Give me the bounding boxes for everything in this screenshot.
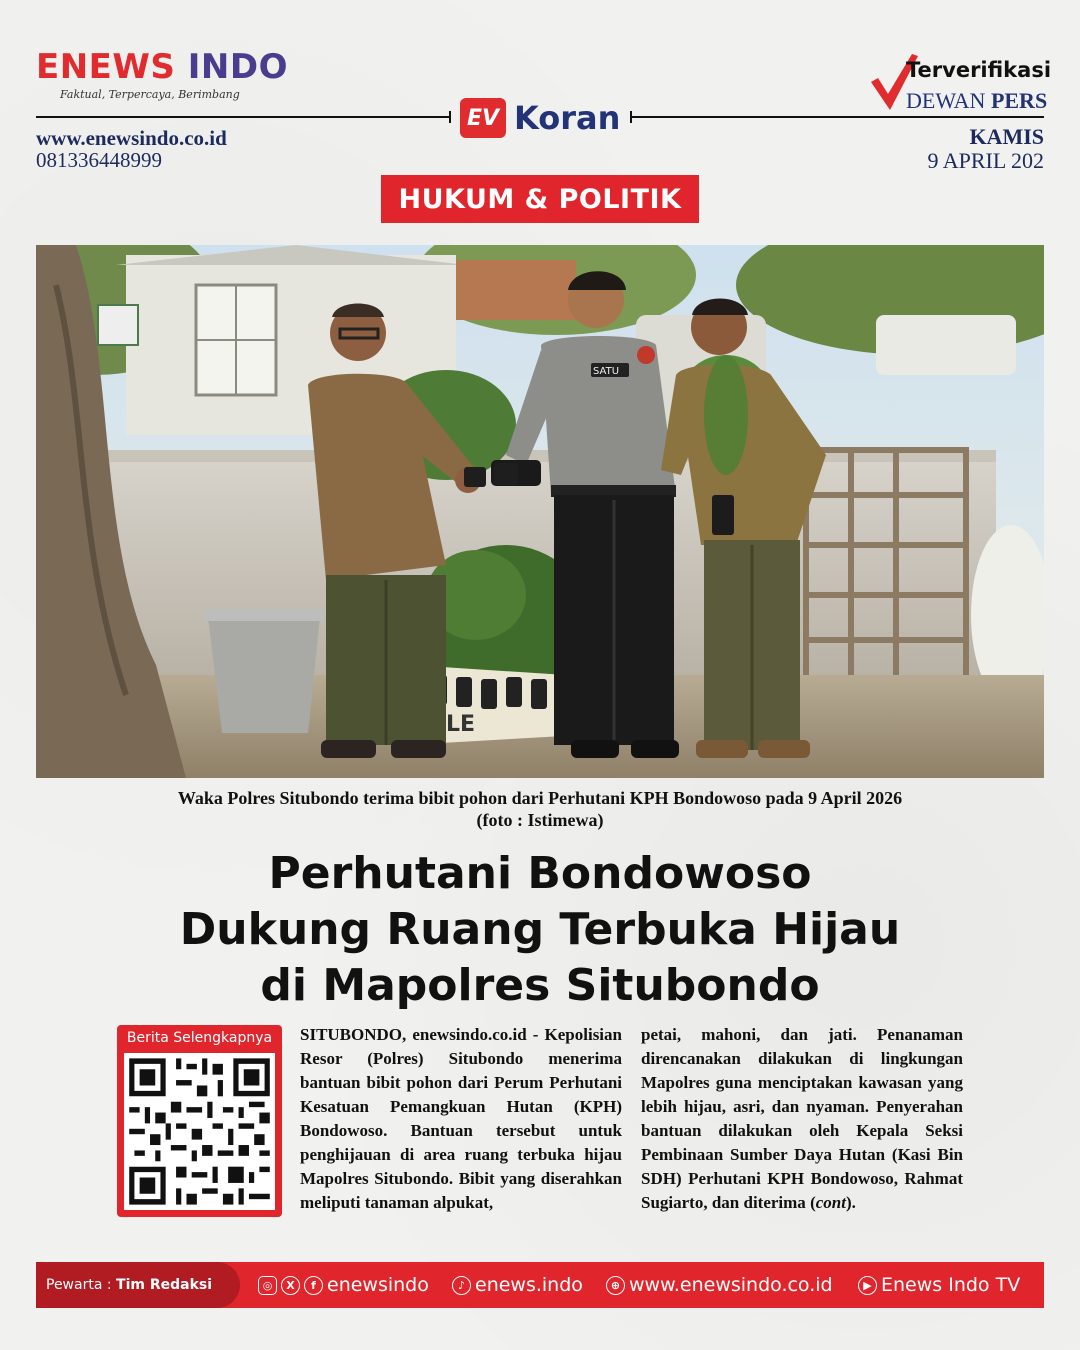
headline-line-3: di Mapolres Situbondo	[260, 960, 820, 1011]
article-headline	[60, 846, 1020, 1014]
header-rule-cap-left	[449, 111, 451, 123]
brand-word-enews: ENEWS	[36, 47, 176, 87]
pewarta-label: Pewarta :	[46, 1277, 112, 1293]
continued-close: ).	[845, 1193, 856, 1212]
youtube-icon[interactable]: ▶	[858, 1276, 877, 1295]
brand-tagline: Faktual, Terpercaya, Berimbang	[60, 88, 240, 101]
footer-pewarta	[46, 1262, 212, 1308]
name-tag-text: SATU	[593, 366, 620, 377]
footer-website-link[interactable]: www.enewsindo.co.id	[629, 1274, 833, 1296]
header-phone: 081336448999	[36, 148, 162, 172]
qr-code-icon	[124, 1053, 275, 1210]
photo-scene	[36, 245, 1044, 778]
qr-code[interactable]	[124, 1053, 275, 1210]
qr-label: Berita Selengkapnya	[126, 1030, 273, 1046]
youtube-channel[interactable]: Enews Indo TV	[881, 1274, 1021, 1296]
footer-youtube	[858, 1262, 1020, 1308]
brand-logo	[36, 47, 288, 87]
headline-line-2: Dukung Ruang Terbuka Hijau	[179, 904, 901, 955]
dewan-word: DEWAN	[906, 88, 986, 113]
edition-label: Koran	[514, 99, 621, 137]
ev-logo-icon: EV	[460, 98, 506, 138]
pewarta-name: Tim Redaksi	[116, 1277, 213, 1293]
issue-date: 9 APRIL 202	[927, 148, 1044, 173]
header-rule-left	[36, 116, 450, 118]
globe-icon[interactable]: ⊕	[606, 1276, 625, 1295]
issue-day: KAMIS	[969, 124, 1044, 149]
continued-marker: cont	[815, 1193, 846, 1212]
instagram-icon[interactable]: ◎	[258, 1276, 277, 1295]
article-column-1: SITUBONDO, enewsindo.co.id - Kepolisian Resor (Polres) Situbondo menerima bantuan bibit pohon dari Perum Perhutani Kesatuan Pemangkuan Hutan (KPH) Bondowoso. Bantuan tersebut untuk penghijauan di area ruang terbuka hijau Mapolres Situbondo. Bibit yang diserahkan meliputi tanaman alpukat,	[300, 1025, 622, 1212]
headline-line-1: Perhutani Bondowoso	[268, 848, 812, 899]
sack-text: LE	[446, 712, 476, 737]
article-column-2-text: petai, mahoni, dan jati. Penanaman direncanakan dilakukan di lingkungan Mapolres guna menciptakan kawasan yang lebih hijau, asri, dan nyaman. Penyerahan bantuan dilakukan oleh Kepala Seksi Pembinaan Sumber Daya Hutan (Kasi Bin SDH) Perhutani KPH Bondowoso, Rahmat Sugiarto, dan diterima	[641, 1025, 963, 1212]
edition-badge	[460, 96, 620, 140]
tiktok-handle[interactable]: enews.indo	[475, 1274, 583, 1296]
header-rule-right	[630, 116, 1044, 118]
social-handle[interactable]: enewsindo	[327, 1274, 429, 1296]
verified-label: Terverifikasi	[906, 58, 1052, 82]
header-website[interactable]: www.enewsindo.co.id	[36, 126, 227, 150]
caption-line-1: Waka Polres Situbondo terima bibit pohon dari Perhutani KPH Bondowoso pada 9 April 2026	[177, 788, 903, 808]
article-photo	[36, 245, 1044, 778]
header-rule-cap-right	[630, 111, 632, 123]
x-icon[interactable]: X	[281, 1276, 300, 1295]
brand-word-indo: INDO	[187, 47, 288, 87]
footer-website	[606, 1262, 833, 1308]
dewan-pers-label	[906, 88, 1047, 114]
footer-tiktok	[452, 1262, 583, 1308]
photo-caption	[36, 787, 1044, 831]
facebook-icon[interactable]: f	[304, 1276, 323, 1295]
article-column-2: petai, mahoni, dan jati. Penanaman direncanakan dilakukan di lingkungan Mapolres guna menciptakan kawasan yang lebih hijau, asri, dan nyaman. Penyerahan bantuan dilakukan oleh Kepala Seksi Pembinaan Sumber Daya Hutan (Kasi Bin SDH) Perhutani KPH Bondowoso, Rahmat Sugiarto, dan diterima (cont).	[641, 1025, 963, 1212]
tiktok-icon[interactable]: ♪	[452, 1276, 471, 1295]
caption-line-2: (foto : Istimewa)	[476, 810, 604, 830]
pers-word: PERS	[990, 88, 1048, 113]
category-badge: HUKUM & POLITIK	[381, 175, 699, 223]
footer-social-links	[258, 1262, 429, 1308]
